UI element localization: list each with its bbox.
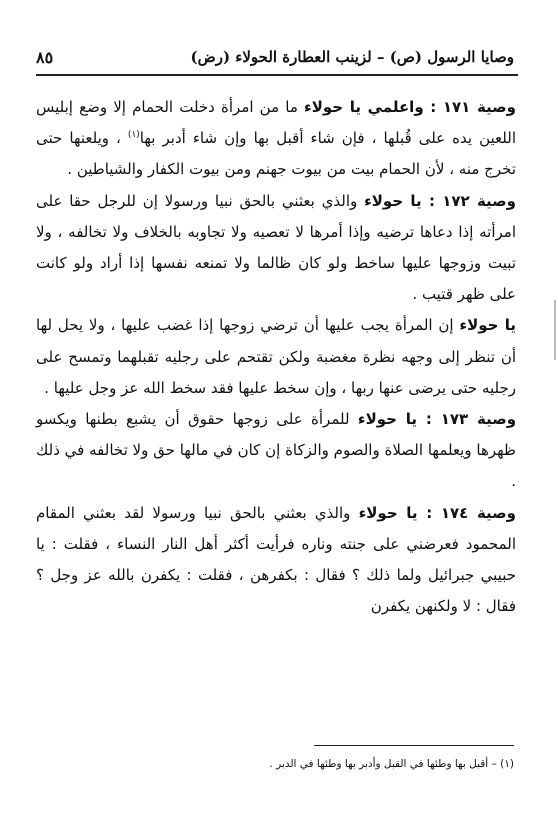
footnote-rule [314,745,514,746]
paragraph-text: ما من امرأة دخلت الحمام إلا وضع إبليس اللعين يده على قُبلها ، فإن شاء أقبل بها وإن شاء أدبر بها [36,98,516,148]
footnote-marker: (١) [500,758,514,770]
page-header [36,44,514,70]
paragraph-hawla [36,310,516,404]
paragraph-tail: ، ويلعنها حتى تخرج منه ، لأن الحمام بيت من بيوت جهنم ومن بيوت الكفار والشياطين . [36,129,516,179]
footnote-reference: (١) [127,130,140,141]
paragraph-lead: وصية ١٧٣ : يا حولاء [357,410,517,429]
paragraph-lead: يا حولاء [459,316,516,335]
paragraph-172 [36,186,516,311]
paragraph-lead: وصية ١٧٢ : يا حولاء [364,191,516,210]
page-number: ٨٥ [36,47,54,67]
paragraph-text: والذي بعثني بالحق نبيا ورسولا إن للرجل حقا على امرأته إذا دعاها ترضيه وإذا أمرها لا تعصيه ولا تجاوبه بالخلاف ولا تخالفه ، ولا تبيت وزوجها عليها ساخط ولو كان ظالما ولا تمنعه نفسها إذا أراد ولو كانت على ظهر قتيب . [36,191,516,304]
paragraph-text: والذي بعثني بالحق نبيا ورسولا لقد بعثني المقام المحمود فعرضني على جنته وناره فرأيت أكثر أهل النار النساء ، فقلت : يا حبيبي جبرائيل ولما ذلك ؟ فقال : بكفرهن ، فقلت : يكفرن بالله عز وجل ؟ فقال : لا ولكنهن يكفرن [36,503,516,616]
footnote-text: – أقبل بها وطئها في القبل وأدبر بها وطئها في الدبر . [269,758,501,770]
footnote [36,758,514,770]
paragraph-173 [36,404,516,498]
scan-edge-mark [554,300,556,360]
paragraph-lead: وصية ١٧١ : واعلمي يا حولاء [304,98,516,116]
paragraph-text: إن المرأة يجب عليها أن ترضي زوجها إذا غضب عليها ، ولا يحل لها أن تنظر إلى وجهه نظرة مغضبة ولكن تقتحم على رجليه تقبلهما وتمسح على رجليه حتى يرضى عنها ربها ، وإن سخط عليها فقد سخط الله عز وجل عليها . [36,316,516,397]
paragraph-174 [36,498,516,623]
paragraph-171 [36,92,516,186]
paragraph-text: للمرأة على زوجها حقوق أن يشبع بطنها ويكسو ظهرها ويعلمها الصلاة والصوم والزكاة إن كان في مالها حق ولا تخالفه في ذلك . [36,410,516,491]
body-text [36,92,516,622]
paragraph-lead: وصية ١٧٤ : يا حولاء [358,503,516,522]
running-title: وصايا الرسول (ص) – لزينب العطارة الحولاء (رض) [190,48,514,66]
header-rule [36,74,518,76]
